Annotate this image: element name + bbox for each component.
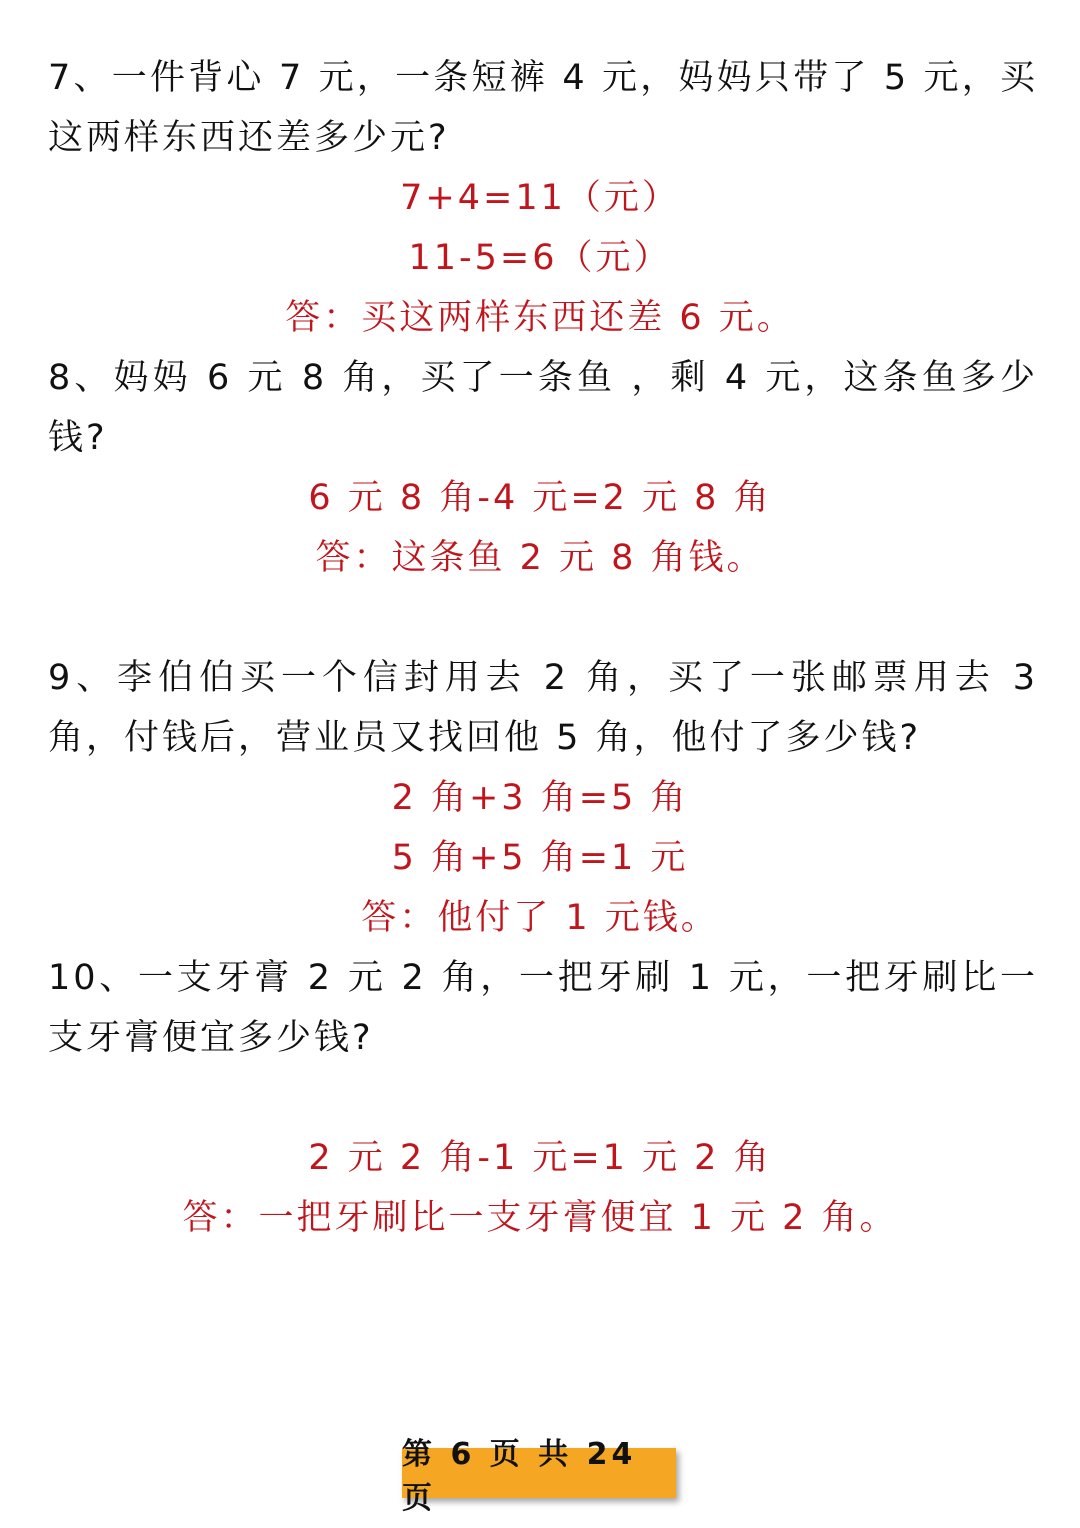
problem-9-work-line-2: 5 角+5 角=1 元 (391, 838, 689, 878)
problem-8-work-line-1: 6 元 8 角-4 元=2 元 8 角 (308, 478, 772, 518)
problem-10-answer: 答：一把牙刷比一支牙膏便宜 1 元 2 角。 (182, 1198, 898, 1238)
problem-10-work-line-1: 2 元 2 角-1 元=1 元 2 角 (308, 1138, 772, 1178)
problem-7-answer: 答：买这两样东西还差 6 元。 (285, 298, 795, 338)
problem-9-work-line-1: 2 角+3 角=5 角 (391, 778, 689, 818)
problem-7-question: 7、一件背心 7 元，一条短裤 4 元，妈妈只带了 5 元，买这两样东西还差多少元? (48, 58, 1038, 158)
problem-9-question: 9、李伯伯买一个信封用去 2 角，买了一张邮票用去 3 角，付钱后，营业员又找回他 5 角，他付了多少钱? (48, 658, 1038, 758)
page-number-badge (402, 1437, 676, 1516)
page-number-label: 第 6 页 共 24 页 (402, 1437, 637, 1516)
problem-8-question: 8、妈妈 6 元 8 角，买了一条鱼 ，剩 4 元，这条鱼多少钱? (48, 358, 1038, 458)
problem-8-answer: 答：这条鱼 2 元 8 角钱。 (315, 538, 765, 578)
problem-10-question: 10、一支牙膏 2 元 2 角，一把牙刷 1 元，一把牙刷比一支牙膏便宜多少钱? (48, 958, 1038, 1058)
problem-9-answer: 答：他付了 1 元钱。 (361, 898, 719, 938)
problem-7-work-line-1: 7+4=11（元） (400, 178, 680, 218)
problem-7-work-line-2: 11-5=6（元） (408, 238, 672, 278)
